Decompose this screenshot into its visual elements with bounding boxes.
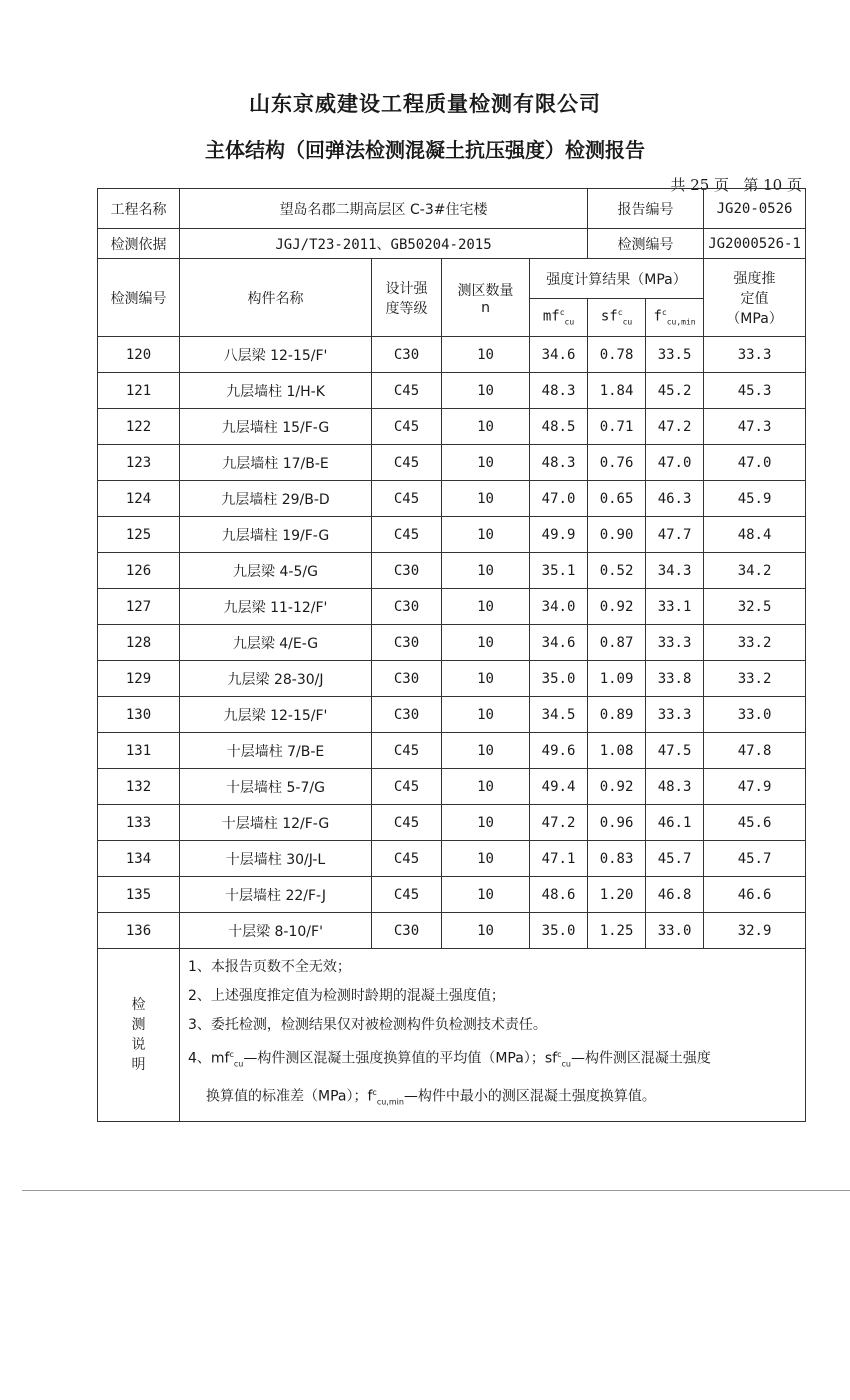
cell-no: 120	[98, 337, 180, 373]
cell-est: 48.4	[704, 517, 806, 553]
table-row	[98, 337, 806, 373]
table-row	[98, 481, 806, 517]
cell-sf: 0.90	[588, 517, 646, 553]
cell-no: 124	[98, 481, 180, 517]
col-design-grade-line2: 度等级	[385, 300, 428, 317]
notes-label-char: 测	[131, 1016, 146, 1033]
cell-no: 136	[98, 913, 180, 949]
cell-fmin: 47.7	[646, 517, 704, 553]
cell-name: 九层墙柱 17/B-E	[180, 445, 372, 481]
cell-mf: 48.3	[530, 445, 588, 481]
cell-est: 32.5	[704, 589, 806, 625]
company-name: 山东京威建设工程质量检测有限公司	[249, 92, 601, 116]
cell-sf: 1.25	[588, 913, 646, 949]
project-value: 望岛名郡二期高层区 C-3#住宅楼	[180, 189, 588, 229]
cell-sf: 0.65	[588, 481, 646, 517]
note4-prefix: 4、mf	[188, 1050, 230, 1067]
note4-sup2: c	[557, 1050, 562, 1059]
note-line-5	[188, 1078, 797, 1116]
note4-sub: cu	[233, 1059, 244, 1069]
col-sf-sub: cu	[622, 317, 633, 327]
col-estimate-line2: 定值	[740, 290, 769, 307]
cell-n: 10	[442, 517, 530, 553]
project-label: 工程名称	[98, 189, 180, 229]
col-mf	[530, 299, 588, 337]
cell-no: 126	[98, 553, 180, 589]
cell-mf: 35.0	[530, 913, 588, 949]
col-estimate	[704, 259, 806, 337]
note4-mid2: —构件测区混凝土强度	[570, 1050, 711, 1067]
cell-mf: 49.4	[530, 769, 588, 805]
cell-n: 10	[442, 481, 530, 517]
cell-est: 47.9	[704, 769, 806, 805]
cell-est: 45.7	[704, 841, 806, 877]
cell-grade: C45	[372, 733, 442, 769]
table-row	[98, 589, 806, 625]
table-row	[98, 517, 806, 553]
basis-label: 检测依据	[98, 229, 180, 259]
cell-name: 十层墙柱 30/J-L	[180, 841, 372, 877]
cell-est: 47.3	[704, 409, 806, 445]
cell-n: 10	[442, 445, 530, 481]
note5-sup: c	[372, 1088, 377, 1098]
cell-grade: C45	[372, 409, 442, 445]
cell-fmin: 47.0	[646, 445, 704, 481]
cell-no: 125	[98, 517, 180, 553]
cell-fmin: 33.3	[646, 697, 704, 733]
cell-name: 十层墙柱 22/F-J	[180, 877, 372, 913]
cell-fmin: 33.1	[646, 589, 704, 625]
cell-grade: C45	[372, 517, 442, 553]
cell-mf: 48.3	[530, 373, 588, 409]
note4-sup: c	[229, 1050, 234, 1059]
cell-grade: C30	[372, 337, 442, 373]
column-header-row-1	[98, 259, 806, 299]
cell-mf: 34.6	[530, 337, 588, 373]
notes-content	[180, 949, 806, 1122]
cell-name: 九层梁 12-15/F'	[180, 697, 372, 733]
col-sf	[588, 299, 646, 337]
col-mf-sup: c	[559, 308, 565, 318]
cell-n: 10	[442, 661, 530, 697]
col-zone-count-line2: n	[481, 299, 490, 316]
cell-grade: C45	[372, 805, 442, 841]
cell-fmin: 48.3	[646, 769, 704, 805]
note5-b: —构件中最小的测区混凝土强度换算值。	[403, 1089, 656, 1106]
cell-mf: 47.0	[530, 481, 588, 517]
col-mf-base: mf	[542, 308, 560, 325]
cell-sf: 0.78	[588, 337, 646, 373]
cell-sf: 0.52	[588, 553, 646, 589]
cell-grade: C30	[372, 625, 442, 661]
bottom-rule	[22, 1190, 850, 1191]
cell-sf: 1.09	[588, 661, 646, 697]
col-estimate-line3: （MPa）	[726, 310, 783, 327]
note4-sub2: cu	[561, 1059, 571, 1069]
cell-fmin: 33.3	[646, 625, 704, 661]
cell-est: 45.3	[704, 373, 806, 409]
note-line-2: 2、上述强度推定值为检测时龄期的混凝土强度值；	[188, 988, 505, 1004]
cell-fmin: 34.3	[646, 553, 704, 589]
table-row	[98, 877, 806, 913]
notes-label	[98, 949, 180, 1122]
cell-grade: C45	[372, 445, 442, 481]
cell-sf: 0.96	[588, 805, 646, 841]
cell-mf: 48.5	[530, 409, 588, 445]
cell-grade: C30	[372, 589, 442, 625]
basis-value: JGJ/T23-2011、GB50204-2015	[180, 229, 588, 259]
cell-name: 九层梁 11-12/F'	[180, 589, 372, 625]
cell-sf: 0.92	[588, 589, 646, 625]
cell-no: 134	[98, 841, 180, 877]
cell-n: 10	[442, 589, 530, 625]
cell-name: 十层墙柱 12/F-G	[180, 805, 372, 841]
cell-name: 九层梁 28-30/J	[180, 661, 372, 697]
info-row-basis	[98, 229, 806, 259]
cell-sf: 0.87	[588, 625, 646, 661]
col-sf-base: sf	[600, 308, 618, 325]
cell-fmin: 46.1	[646, 805, 704, 841]
cell-sf: 1.84	[588, 373, 646, 409]
cell-mf: 49.6	[530, 733, 588, 769]
cell-name: 九层墙柱 19/F-G	[180, 517, 372, 553]
table-row	[98, 409, 806, 445]
cell-no: 129	[98, 661, 180, 697]
table-row	[98, 733, 806, 769]
table-row	[98, 445, 806, 481]
col-fmin	[646, 299, 704, 337]
cell-fmin: 33.5	[646, 337, 704, 373]
info-row-project	[98, 189, 806, 229]
cell-mf: 47.1	[530, 841, 588, 877]
cell-est: 33.0	[704, 697, 806, 733]
cell-no: 130	[98, 697, 180, 733]
cell-no: 123	[98, 445, 180, 481]
col-design-grade-line1: 设计强	[385, 280, 428, 297]
cell-n: 10	[442, 733, 530, 769]
cell-n: 10	[442, 805, 530, 841]
cell-name: 九层梁 4/E-G	[180, 625, 372, 661]
cell-no: 131	[98, 733, 180, 769]
cell-n: 10	[442, 877, 530, 913]
page-info: 共 25 页 第 10 页	[670, 176, 802, 194]
cell-mf: 34.5	[530, 697, 588, 733]
cell-sf: 1.08	[588, 733, 646, 769]
cell-n: 10	[442, 769, 530, 805]
cell-fmin: 46.3	[646, 481, 704, 517]
cell-est: 33.2	[704, 661, 806, 697]
table-row	[98, 913, 806, 949]
cell-sf: 0.71	[588, 409, 646, 445]
cell-fmin: 33.8	[646, 661, 704, 697]
cell-fmin: 33.0	[646, 913, 704, 949]
table-row	[98, 769, 806, 805]
cell-sf: 0.89	[588, 697, 646, 733]
cell-mf: 35.1	[530, 553, 588, 589]
cell-no: 135	[98, 877, 180, 913]
col-zone-count	[442, 259, 530, 337]
cell-grade: C30	[372, 661, 442, 697]
cell-n: 10	[442, 841, 530, 877]
cell-no: 132	[98, 769, 180, 805]
col-fmin-sub: cu,min	[666, 317, 696, 327]
cell-n: 10	[442, 697, 530, 733]
note5-sub: cu,min	[376, 1097, 404, 1107]
col-sf-sup: c	[617, 308, 623, 318]
col-fmin-base: f	[653, 308, 662, 325]
cell-est: 47.0	[704, 445, 806, 481]
cell-est: 33.2	[704, 625, 806, 661]
report-title: 主体结构（回弹法检测混凝土抗压强度）检测报告	[205, 138, 645, 162]
test-no-value: JG2000526-1	[704, 229, 806, 259]
note-line-4	[188, 1040, 797, 1078]
note5-a: 换算值的标准差（MPa）；f	[206, 1089, 373, 1106]
cell-est: 45.9	[704, 481, 806, 517]
cell-no: 128	[98, 625, 180, 661]
table-row	[98, 373, 806, 409]
cell-est: 45.6	[704, 805, 806, 841]
cell-est: 32.9	[704, 913, 806, 949]
cell-mf: 34.6	[530, 625, 588, 661]
cell-grade: C45	[372, 481, 442, 517]
cell-sf: 0.92	[588, 769, 646, 805]
col-zone-count-line1: 测区数量	[457, 282, 514, 299]
cell-name: 九层梁 4-5/G	[180, 553, 372, 589]
note-line-3: 3、委托检测，检测结果仅对被检测构件负检测技术责任。	[188, 1017, 547, 1033]
cell-sf: 0.83	[588, 841, 646, 877]
cell-fmin: 47.5	[646, 733, 704, 769]
col-design-grade	[372, 259, 442, 337]
cell-name: 九层墙柱 15/F-G	[180, 409, 372, 445]
cell-fmin: 46.8	[646, 877, 704, 913]
cell-mf: 48.6	[530, 877, 588, 913]
table-row	[98, 697, 806, 733]
cell-n: 10	[442, 337, 530, 373]
col-estimate-line1: 强度推	[733, 270, 776, 287]
cell-no: 127	[98, 589, 180, 625]
cell-est: 46.6	[704, 877, 806, 913]
col-component: 构件名称	[180, 259, 372, 337]
report-table	[97, 188, 806, 1122]
cell-grade: C30	[372, 697, 442, 733]
note4-mid1: —构件测区混凝土强度换算值的平均值（MPa）；sf	[243, 1050, 558, 1067]
cell-n: 10	[442, 409, 530, 445]
col-fmin-sup: c	[661, 308, 667, 318]
report-no-value: JG20-0526	[704, 189, 806, 229]
cell-grade: C30	[372, 553, 442, 589]
cell-fmin: 47.2	[646, 409, 704, 445]
report-no-label: 报告编号	[588, 189, 704, 229]
cell-name: 十层墙柱 5-7/G	[180, 769, 372, 805]
cell-est: 34.2	[704, 553, 806, 589]
test-no-label: 检测编号	[588, 229, 704, 259]
col-test-no: 检测编号	[98, 259, 180, 337]
table-row	[98, 661, 806, 697]
cell-n: 10	[442, 913, 530, 949]
cell-sf: 1.20	[588, 877, 646, 913]
cell-no: 121	[98, 373, 180, 409]
cell-fmin: 45.2	[646, 373, 704, 409]
cell-grade: C45	[372, 373, 442, 409]
cell-name: 十层墙柱 7/B-E	[180, 733, 372, 769]
cell-mf: 49.9	[530, 517, 588, 553]
cell-n: 10	[442, 373, 530, 409]
cell-no: 122	[98, 409, 180, 445]
table-row	[98, 625, 806, 661]
cell-grade: C30	[372, 913, 442, 949]
cell-n: 10	[442, 553, 530, 589]
cell-est: 33.3	[704, 337, 806, 373]
cell-name: 八层梁 12-15/F'	[180, 337, 372, 373]
cell-mf: 34.0	[530, 589, 588, 625]
notes-row	[98, 949, 806, 1122]
table-row	[98, 553, 806, 589]
col-mf-sub: cu	[564, 317, 575, 327]
cell-mf: 35.0	[530, 661, 588, 697]
cell-n: 10	[442, 625, 530, 661]
cell-grade: C45	[372, 841, 442, 877]
col-calc-group: 强度计算结果（MPa）	[530, 259, 704, 299]
table-row	[98, 841, 806, 877]
cell-name: 九层墙柱 29/B-D	[180, 481, 372, 517]
cell-name: 十层梁 8-10/F'	[180, 913, 372, 949]
cell-sf: 0.76	[588, 445, 646, 481]
cell-no: 133	[98, 805, 180, 841]
table-row	[98, 805, 806, 841]
cell-name: 九层墙柱 1/H-K	[180, 373, 372, 409]
cell-grade: C45	[372, 769, 442, 805]
cell-est: 47.8	[704, 733, 806, 769]
notes-label-char: 说	[131, 1036, 146, 1053]
notes-label-char: 明	[131, 1056, 146, 1073]
notes-label-char: 检	[131, 996, 146, 1013]
note-line-1: 1、本报告页数不全无效；	[188, 959, 351, 975]
cell-mf: 47.2	[530, 805, 588, 841]
cell-fmin: 45.7	[646, 841, 704, 877]
cell-grade: C45	[372, 877, 442, 913]
